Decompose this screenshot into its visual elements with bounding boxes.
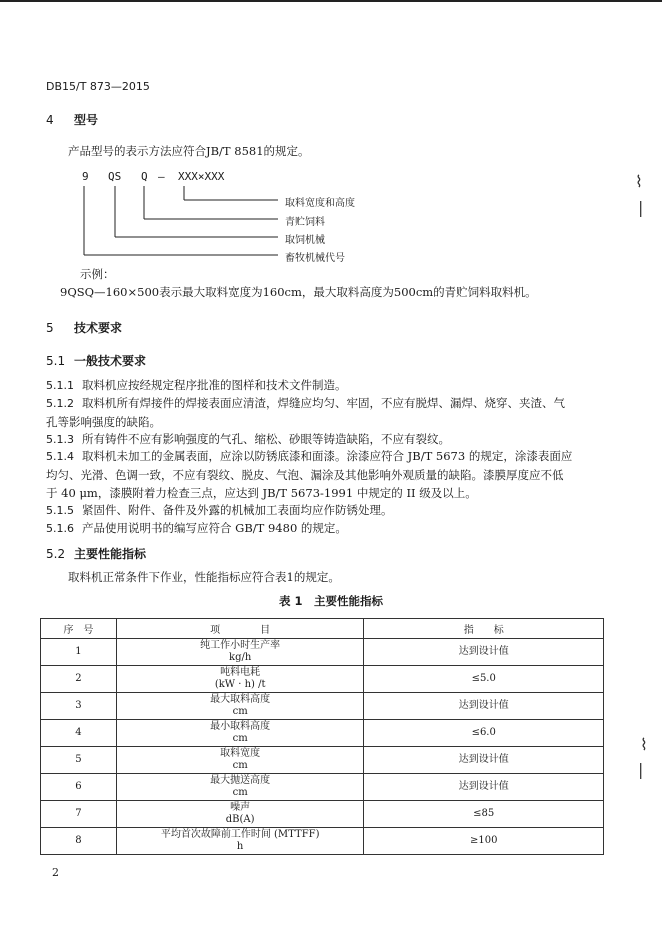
item-name: 平均首次故障前工作时间 (MTTFF)	[160, 829, 320, 840]
item-name: 最大抛送高度	[210, 775, 271, 786]
item-name: 纯工作小时生产率	[200, 640, 281, 651]
section-title: 型号	[74, 113, 99, 127]
clause-number: 5.1.3	[46, 433, 74, 446]
clause-text: 取料机所有焊接件的焊接表面应清渣，焊缝应均匀、牢固，不应有脱焊、漏焊、烧穿、夹渣、气孔等影响强度的缺陷。	[46, 396, 565, 429]
row-no: 4	[41, 720, 117, 747]
section-number: 5.1	[46, 354, 66, 368]
code-label-feed-machinery: 取饲机械	[285, 235, 325, 246]
section-number: 5.2	[46, 547, 66, 561]
scan-mark: ⌇	[635, 172, 643, 191]
clause-text: 所有铸件不应有影响强度的气孔、缩松、砂眼等铸造缺陷，不应有裂纹。	[82, 432, 450, 446]
table-row	[41, 693, 604, 720]
section-5-1-heading	[46, 352, 146, 369]
code-part-9: 9	[82, 170, 89, 183]
row-item	[116, 801, 364, 828]
table-row	[41, 828, 604, 855]
row-value: 达到设计值	[364, 747, 604, 774]
section-number: 5	[46, 321, 54, 335]
clause-5-1-5	[46, 501, 574, 520]
table-row	[41, 774, 604, 801]
clause-number: 5.1.1	[46, 379, 74, 392]
code-label-silage: 青贮饲料	[285, 217, 325, 228]
item-unit: (kW · h) /t	[214, 679, 266, 690]
item-unit: cm	[232, 760, 248, 771]
example-text: 9QSQ—160×500表示最大取料宽度为160cm，最大取料高度为500cm的青贮饲料取料机。	[60, 285, 537, 299]
item-unit: dB(A)	[225, 814, 255, 825]
section-title: 一般技术要求	[74, 354, 147, 368]
scan-mark: |	[638, 198, 644, 217]
table-row	[41, 666, 604, 693]
row-no: 6	[41, 774, 117, 801]
clause-number: 5.1.4	[46, 450, 74, 463]
code-part-dimensions: XXX×XXX	[178, 170, 225, 183]
item-name: 噪声	[230, 802, 251, 813]
scan-mark: |	[638, 760, 644, 779]
row-no: 1	[41, 639, 117, 666]
row-item	[116, 693, 364, 720]
row-no: 3	[41, 693, 117, 720]
section-4-intro: 产品型号的表示方法应符合JB/T 8581的规定。	[68, 144, 310, 158]
clause-number: 5.1.2	[46, 397, 74, 410]
section-title: 主要性能指标	[74, 547, 147, 561]
row-item	[116, 828, 364, 855]
page-number: 2	[52, 866, 59, 879]
item-name: 取料宽度	[220, 748, 261, 759]
item-name: 最小取料高度	[210, 721, 271, 732]
performance-table	[40, 618, 604, 855]
clause-text: 紧固件、附件、备件及外露的机械加工表面均应作防锈处理。	[82, 503, 393, 517]
table-row	[41, 801, 604, 828]
row-value: ≤85	[364, 801, 604, 828]
row-item	[116, 774, 364, 801]
row-value: 达到设计值	[364, 693, 604, 720]
clause-5-1-6	[46, 519, 574, 538]
row-item	[116, 639, 364, 666]
item-name: 最大取料高度	[210, 694, 271, 705]
row-value: ≤6.0	[364, 720, 604, 747]
row-no: 8	[41, 828, 117, 855]
section-number: 4	[46, 113, 54, 127]
table-header-row	[41, 619, 604, 639]
item-unit: cm	[232, 706, 248, 717]
row-item	[116, 747, 364, 774]
clause-5-1-1	[46, 376, 574, 395]
row-no: 5	[41, 747, 117, 774]
section-5-heading	[46, 319, 122, 336]
row-no: 7	[41, 801, 117, 828]
table-row	[41, 747, 604, 774]
row-no: 2	[41, 666, 117, 693]
example-label: 示例：	[80, 267, 115, 281]
item-unit: h	[236, 841, 244, 852]
code-part-q: Q	[141, 170, 148, 183]
row-item	[116, 720, 364, 747]
item-unit: cm	[232, 733, 248, 744]
table-row	[41, 720, 604, 747]
clause-text: 取料机应按经规定程序批准的图样和技术文件制造。	[82, 378, 347, 392]
section-5-2-intro: 取料机正常条件下作业，性能指标应符合表1的规定。	[68, 570, 340, 584]
item-name: 吨料电耗	[220, 667, 261, 678]
row-item	[116, 666, 364, 693]
table-caption: 表 1 主要性能指标	[278, 594, 383, 608]
section-title: 技术要求	[74, 321, 123, 335]
code-label-dimensions: 取料宽度和高度	[285, 198, 355, 209]
row-value: ≤5.0	[364, 666, 604, 693]
clause-5-1-4	[46, 447, 574, 502]
code-label-animal-husbandry: 畜牧机械代号	[285, 253, 345, 264]
code-part-qs: QS	[108, 170, 122, 183]
table-row	[41, 639, 604, 666]
scan-mark: ⌇	[640, 735, 648, 754]
section-5-2-heading	[46, 545, 146, 562]
row-value: 达到设计值	[364, 639, 604, 666]
clause-text: 取料机未加工的金属表面，应涂以防锈底漆和面漆。涂漆应符合 JB/T 5673 的规定，涂漆表面应均匀、光滑、色调一致，不应有裂纹、脱皮、气泡、漏涂及其他影响外观质量的缺陷。漆膜厚度应不低于 40 μm，漆膜附着力检查三点，应达到 JB/T 5673-1991 中规定的 II 级及以上。	[46, 449, 573, 500]
standard-number: DB15/T 873—2015	[46, 80, 150, 93]
row-value: ≥100	[364, 828, 604, 855]
header-value: 指 标	[364, 619, 604, 639]
clause-text: 产品使用说明书的编写应符合 GB/T 9480 的规定。	[82, 521, 347, 535]
header-no: 序 号	[41, 619, 117, 639]
code-part-dash: —	[158, 170, 165, 183]
clause-number: 5.1.6	[46, 522, 74, 535]
header-item: 项 目	[116, 619, 364, 639]
clause-number: 5.1.5	[46, 504, 74, 517]
clause-5-1-2	[46, 394, 574, 431]
item-unit: cm	[232, 787, 248, 798]
item-unit: kg/h	[229, 652, 252, 663]
row-value: 达到设计值	[364, 774, 604, 801]
